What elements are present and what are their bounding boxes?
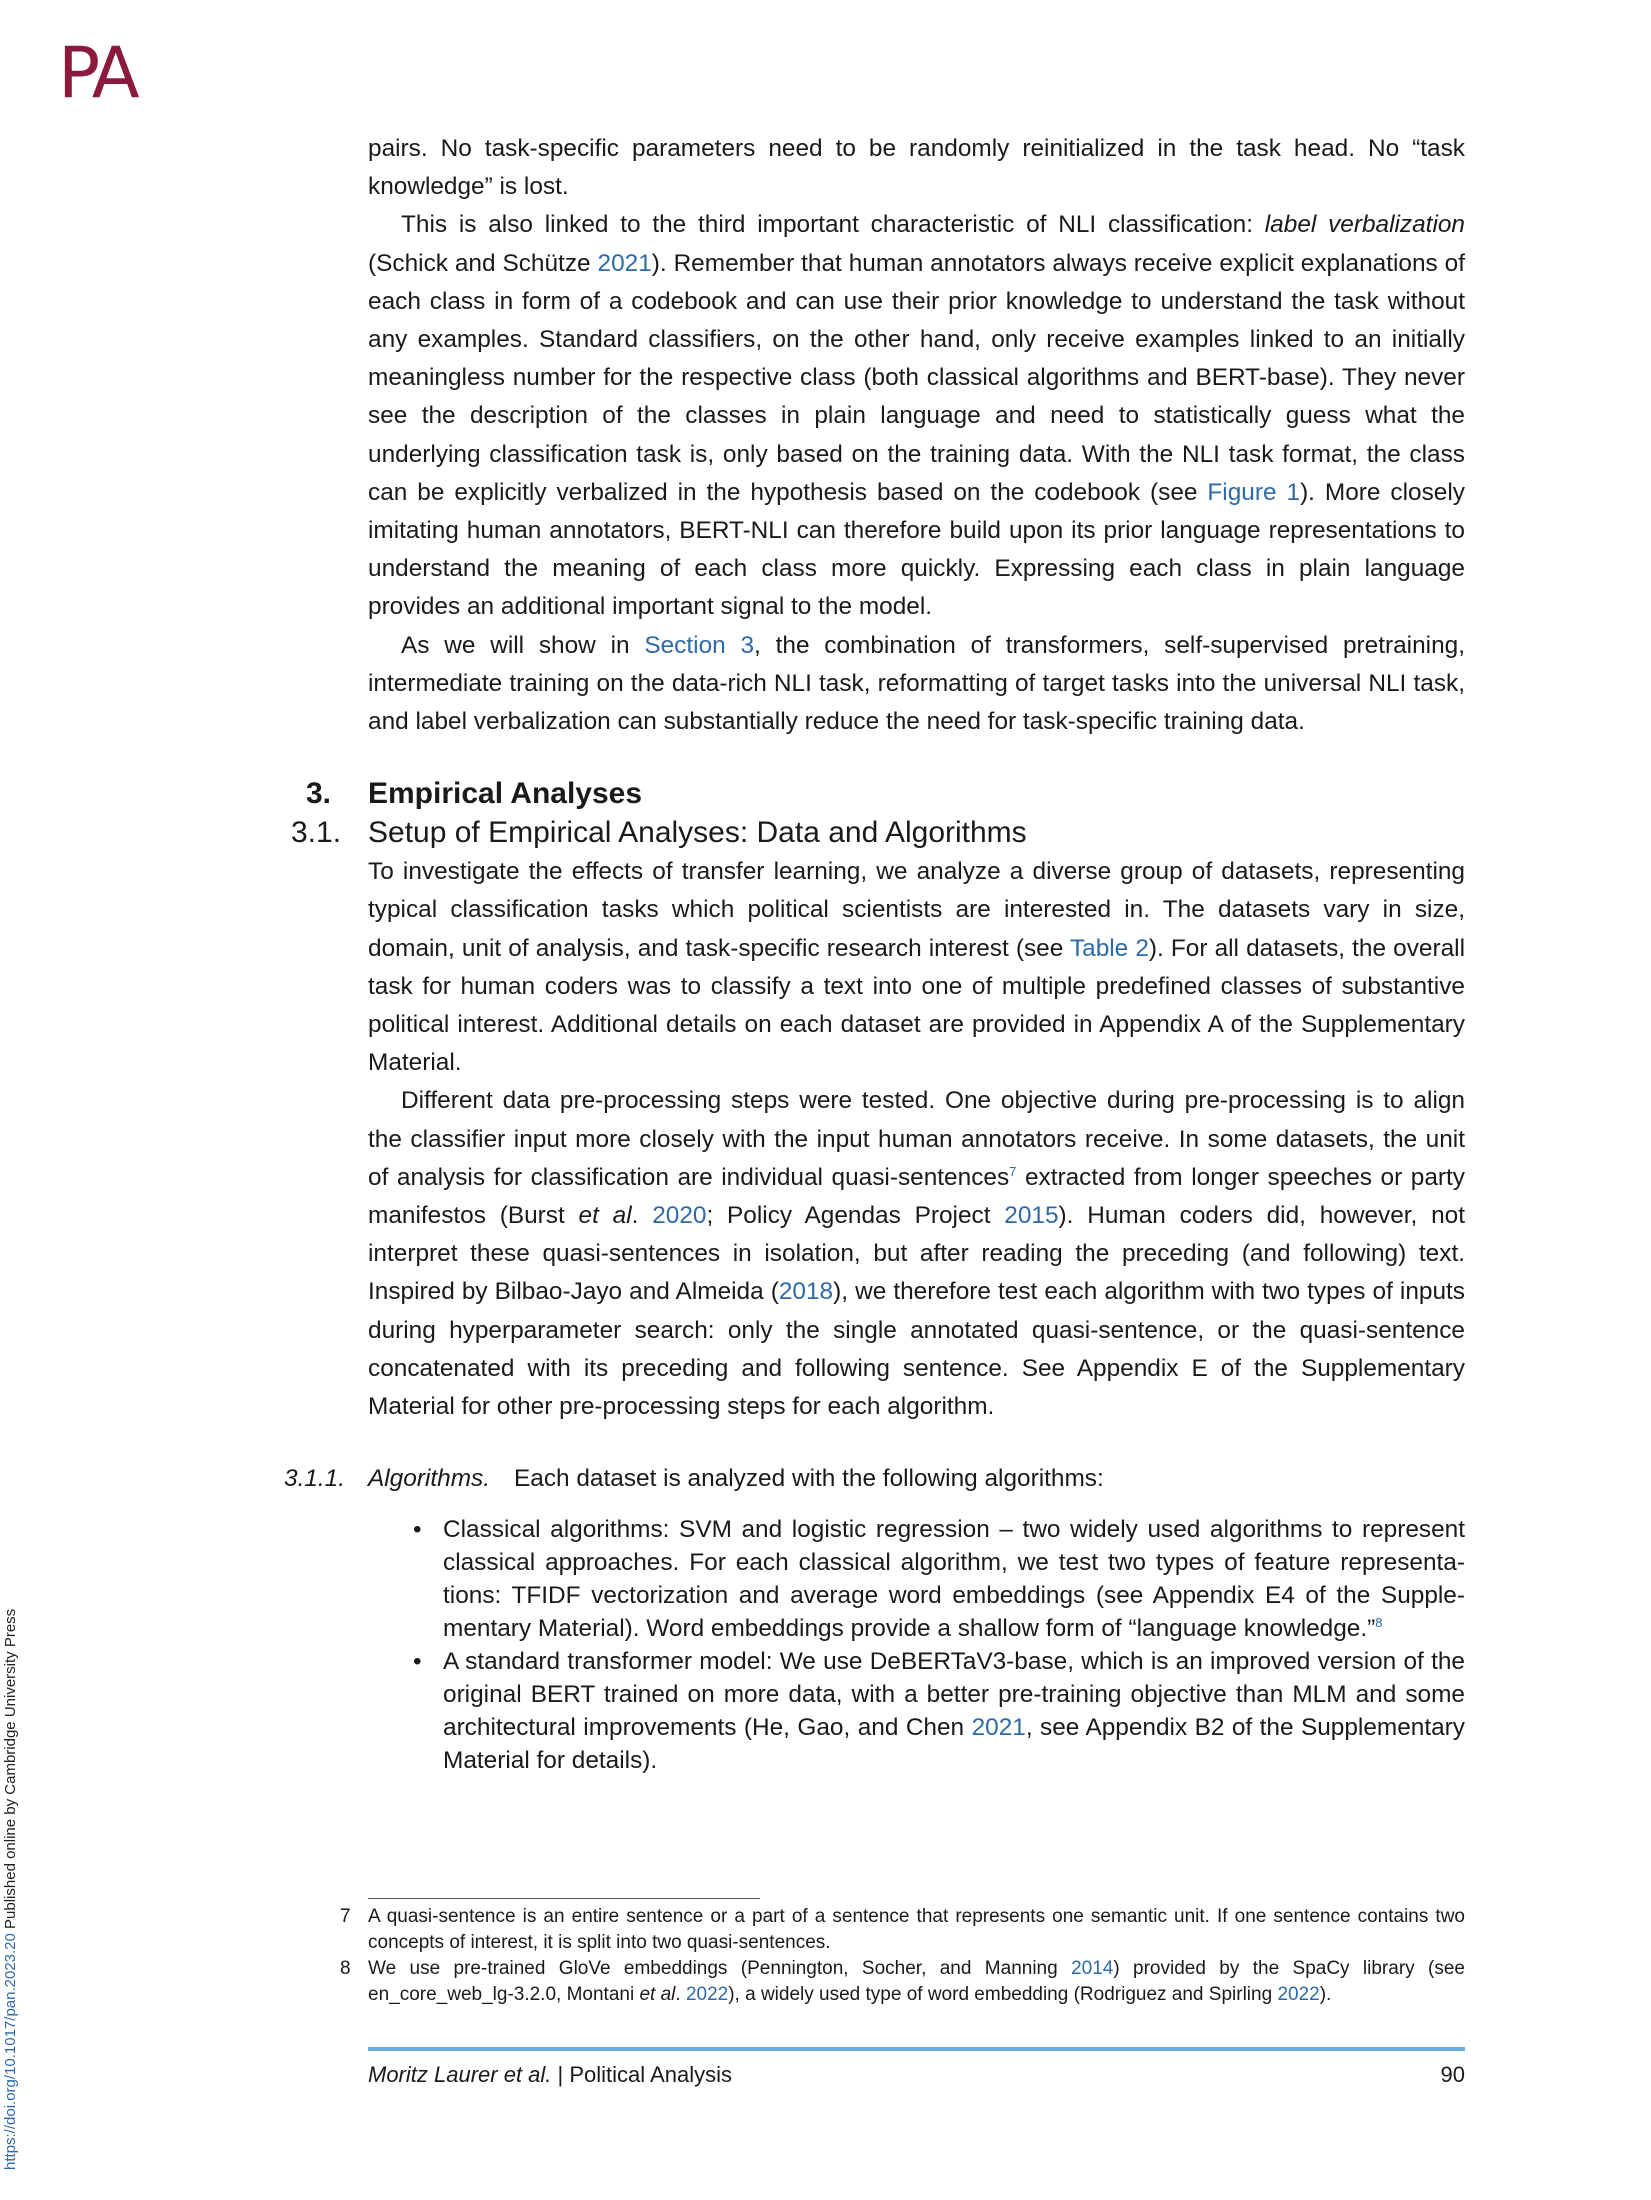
subsubsection-number: 3.1.1. bbox=[284, 1465, 346, 1493]
footnote-marker[interactable]: 8 bbox=[1375, 1614, 1383, 1630]
text-run: We use pre-trained GloVe embeddings (Pennington, Socher, and Manning bbox=[368, 1958, 1072, 1979]
text-run: Different data pre-processing steps were tested. One objective during pre-processing is to align the classifier input more closely with the input human annotators receive. In some datasets, the unit of analysis for classification are individual quasi-sentences bbox=[368, 1087, 1465, 1191]
section-number: 3. bbox=[306, 777, 332, 811]
side-note-text: Published online by Cambridge University Press bbox=[2, 1608, 19, 1934]
footnote-8 bbox=[340, 1956, 1465, 2008]
subsection-number: 3.1. bbox=[291, 816, 342, 850]
figure-link[interactable]: Figure 1 bbox=[1207, 478, 1301, 506]
footnote-number: 7 bbox=[340, 1906, 351, 1927]
text-run: ). For all datasets, the overall task for human coders was to classify a text into one of multiple predefined classes of substantive political interest. Additional details on each dataset are provided in Appendix A of the Supplementary Material. bbox=[368, 934, 1465, 1077]
section-link[interactable]: Section 3 bbox=[644, 631, 755, 659]
footer-journal: Political Analysis bbox=[569, 2062, 732, 2087]
footnote-divider bbox=[368, 1898, 760, 1899]
text-run: ). bbox=[1319, 1984, 1332, 2005]
footnote-text: A quasi-sentence is an entire sentence or a part of a sentence that represents one semantic unit. If one sentence contains two concepts of interest, it is split into two quasi-sentences. bbox=[368, 1906, 1465, 1953]
text-run: ). Remember that human annotators always receive explicit explanations of each class in form of a codebook and can use their prior knowledge to understand the task without any examples. Standard classifiers, on the other hand, only receive examples linked to an initially meaningless number for the respective class (both classical algorithms and BERT-base). They never see the description of the classes in plain language and need to statistically guess what the underlying classification task is, only based on the training data. With the NLI task format, the class can be explicitly verbalized in the hypothesis based on the codebook (see bbox=[368, 249, 1465, 506]
text-run: This is also linked to the third important characteristic of NLI classification: bbox=[401, 211, 1265, 239]
page-footer bbox=[368, 2060, 1465, 2090]
text-run: As we will show in bbox=[401, 631, 645, 659]
citation-link[interactable]: 2022 bbox=[685, 1984, 729, 2005]
text-run: Classical algorithms: SVM and logistic regression – two widely used algorithms to represent classical approaches. For each classical algorithm, we test two types of feature representa-tions: TFIDF vectorization and average word embeddings (see Appendix E4 of the Supple-mentary Material). Word embeddings provide a shallow form of “language knowledge.” bbox=[443, 1515, 1465, 1642]
footer-author: Moritz Laurer et al. bbox=[368, 2062, 552, 2087]
footnotes bbox=[340, 1904, 1465, 2008]
subsection-title: Setup of Empirical Analyses: Data and Algorithms bbox=[368, 816, 1027, 850]
citation-link[interactable]: 2022 bbox=[1277, 1984, 1320, 2005]
emphasis-text: label verbalization bbox=[1264, 211, 1466, 239]
footer-separator: | bbox=[551, 2062, 570, 2087]
journal-logo: PA bbox=[58, 32, 136, 114]
subsubsection-intro: Each dataset is analyzed with the following algorithms: bbox=[514, 1465, 1104, 1493]
citation-link[interactable]: 2018 bbox=[778, 1278, 834, 1306]
text-run: . bbox=[631, 1202, 653, 1230]
page-number: 90 bbox=[1440, 2062, 1465, 2087]
citation-link[interactable]: 2021 bbox=[971, 1713, 1026, 1741]
text-run: . bbox=[675, 1984, 686, 2005]
text-run: , see Appendix B2 of the Supplementary Material for details). bbox=[443, 1713, 1465, 1774]
subsubsection-heading bbox=[284, 1460, 1465, 1498]
citation-link[interactable]: 2014 bbox=[1071, 1958, 1114, 1979]
subsection-heading bbox=[291, 813, 1465, 853]
emphasis-text: et al bbox=[639, 1984, 676, 2005]
paragraph-datasets bbox=[368, 853, 1465, 1082]
text-run: ). Human coders did, however, not interpret these quasi-sentences in isolation, but after reading the preceding (and following) text. Inspired by Bilbao-Jayo and Almeida ( bbox=[368, 1202, 1466, 1306]
text-run: ), we therefore test each algorithm with two types of inputs during hyperparameter search: only the single annotated quasi-sentence, or the quasi-sentence concatenated with its preceding and following sentence. See Appendix E of the Supplementary Material for other pre-processing steps for each algorithm. bbox=[368, 1278, 1465, 1421]
paragraph-continued: pairs. No task-specific parameters need to be randomly reinitialized in the task head. No “task knowledge” is lost. bbox=[368, 135, 1465, 201]
paragraph-summary bbox=[368, 627, 1465, 742]
citation-link[interactable]: 2021 bbox=[597, 249, 652, 277]
emphasis-text: et al bbox=[578, 1202, 632, 1230]
text-run: ; Policy Agendas Project bbox=[706, 1202, 1005, 1230]
footnote-marker[interactable]: 7 bbox=[1009, 1163, 1017, 1179]
text-run: extracted from longer speeches or party manifestos (Burst bbox=[368, 1163, 1466, 1230]
main-text bbox=[284, 130, 1466, 1777]
side-publication-note bbox=[2, 1609, 19, 2170]
text-run: , the combination of transformers, self-supervised pretraining, intermediate training on the data-rich NLI task, reformatting of target tasks into the universal NLI task, and label verbalization can substantially reduce the need for task-specific training data. bbox=[368, 631, 1465, 736]
section-heading bbox=[306, 775, 1465, 813]
paragraph-preprocessing bbox=[368, 1082, 1465, 1426]
text-run: To investigate the effects of transfer learning, we analyze a diverse group of datasets, representing typical classification tasks which political scientists are interested in. The datasets vary in size, domain, unit of analysis, and task-specific research interest (see bbox=[368, 858, 1465, 962]
citation-link[interactable]: 2020 bbox=[652, 1202, 707, 1230]
paragraph-label-verbalization bbox=[368, 206, 1465, 626]
text-run: ) provided by the SpaCy library (see en_core_web_lg-3.2.0, Montani bbox=[368, 1958, 1465, 2005]
table-link[interactable]: Table 2 bbox=[1069, 934, 1149, 962]
text-run: ). More closely imitating human annotators, BERT-NLI can therefore build upon its prior language representations to understand the meaning of each class more quickly. Expressing each class in plain language provides an additional important signal to the model. bbox=[368, 478, 1465, 621]
list-item bbox=[443, 1513, 1465, 1645]
citation-link[interactable]: 2015 bbox=[1004, 1202, 1059, 1230]
text-run: (Schick and Schütze bbox=[368, 249, 598, 277]
doi-link[interactable]: https://doi.org/10.1017/pan.2023.20 bbox=[2, 1933, 19, 2170]
list-item bbox=[443, 1645, 1465, 1777]
text-run: A standard transformer model: We use DeBERTaV3-base, which is an improved version of the original BERT trained on more data, with a better pre-training objective than MLM and some architectural improvements (He, Gao, and Chen bbox=[443, 1647, 1465, 1741]
subsubsection-title: Algorithms. bbox=[368, 1465, 490, 1493]
text-run: ), a widely used type of word embedding (Rodriguez and Spirling bbox=[728, 1984, 1278, 2005]
section-title: Empirical Analyses bbox=[368, 777, 643, 811]
footer-divider bbox=[368, 2047, 1465, 2051]
footnote-number: 8 bbox=[340, 1958, 351, 1979]
algorithm-list bbox=[368, 1513, 1465, 1777]
footnote-7 bbox=[340, 1904, 1465, 1956]
